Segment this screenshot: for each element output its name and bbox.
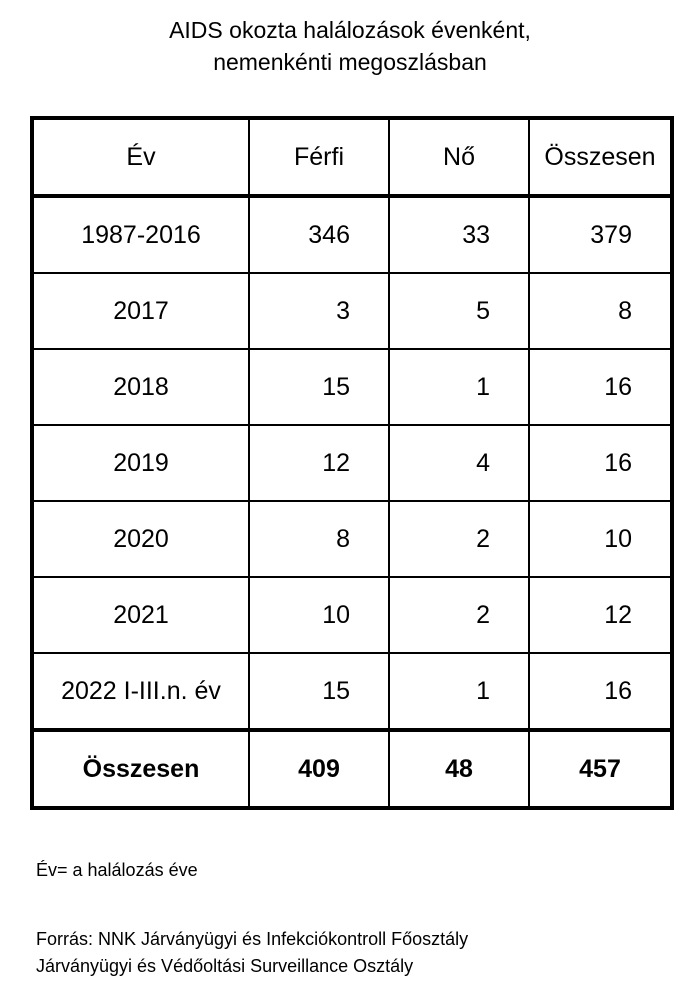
table-row xyxy=(32,273,672,349)
cell-ferfi: 15 xyxy=(249,349,389,425)
cell-osszesen: 379 xyxy=(529,196,672,273)
cell-no: 4 xyxy=(389,425,529,501)
cell-no: 2 xyxy=(389,501,529,577)
cell-ferfi: 3 xyxy=(249,273,389,349)
cell-no: 5 xyxy=(389,273,529,349)
aids-deaths-table xyxy=(30,116,674,810)
cell-osszesen: 16 xyxy=(529,653,672,730)
cell-year: 2022 I-III.n. év xyxy=(32,653,249,730)
table-row xyxy=(32,196,672,273)
source-line-1: Forrás: NNK Járványügyi és Infekciókontroll Főosztály xyxy=(36,929,469,949)
cell-ferfi: 15 xyxy=(249,653,389,730)
cell-osszesen: 8 xyxy=(529,273,672,349)
title-line-1: AIDS okozta halálozások évenként, xyxy=(169,17,531,43)
cell-year: 2019 xyxy=(32,425,249,501)
cell-no: 1 xyxy=(389,349,529,425)
cell-no: 33 xyxy=(389,196,529,273)
cell-year: 1987-2016 xyxy=(32,196,249,273)
table-row xyxy=(32,577,672,653)
cell-year: 2017 xyxy=(32,273,249,349)
table-row xyxy=(32,349,672,425)
page-title xyxy=(0,14,700,78)
cell-osszesen: 10 xyxy=(529,501,672,577)
header-ev: Év xyxy=(32,118,249,196)
cell-osszesen: 16 xyxy=(529,349,672,425)
table-total-row xyxy=(32,730,672,808)
footnote: Év= a halálozás éve xyxy=(36,860,198,880)
total-label: Összesen xyxy=(32,730,249,808)
header-ferfi: Férfi xyxy=(249,118,389,196)
cell-ferfi: 10 xyxy=(249,577,389,653)
cell-year: 2018 xyxy=(32,349,249,425)
table-row xyxy=(32,501,672,577)
total-no: 48 xyxy=(389,730,529,808)
header-osszesen: Összesen xyxy=(529,118,672,196)
cell-ferfi: 12 xyxy=(249,425,389,501)
cell-osszesen: 16 xyxy=(529,425,672,501)
total-ferfi: 409 xyxy=(249,730,389,808)
source-line-2: Járványügyi és Védőoltási Surveillance Osztály xyxy=(36,956,414,976)
cell-year: 2021 xyxy=(32,577,249,653)
table-row xyxy=(32,425,672,501)
table-header-row xyxy=(32,118,672,196)
cell-ferfi: 346 xyxy=(249,196,389,273)
cell-osszesen: 12 xyxy=(529,577,672,653)
cell-ferfi: 8 xyxy=(249,501,389,577)
cell-year: 2020 xyxy=(32,501,249,577)
header-no: Nő xyxy=(389,118,529,196)
cell-no: 1 xyxy=(389,653,529,730)
cell-no: 2 xyxy=(389,577,529,653)
title-line-2: nemenkénti megoszlásban xyxy=(213,49,487,75)
table-row xyxy=(32,653,672,730)
total-osszesen: 457 xyxy=(529,730,672,808)
source-note xyxy=(36,926,468,980)
